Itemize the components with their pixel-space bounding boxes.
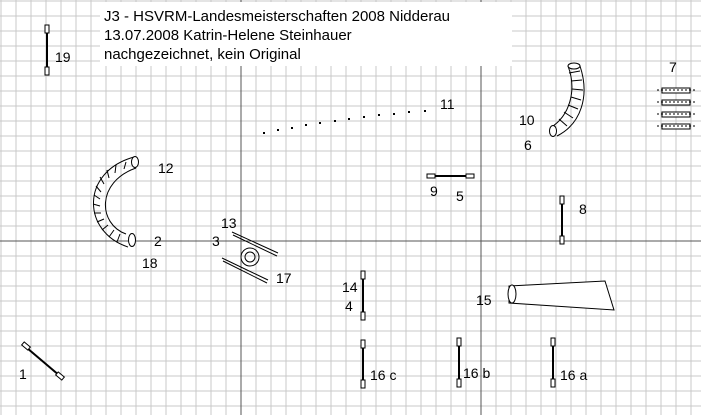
label-10: 10 bbox=[519, 112, 535, 128]
label-2: 2 bbox=[154, 233, 162, 249]
label-17: 17 bbox=[276, 270, 292, 286]
label-7: 7 bbox=[669, 59, 677, 75]
obstacle-8-hurdle bbox=[560, 196, 564, 244]
obstacle-12-2-18-tunnel bbox=[93, 157, 139, 248]
label-11: 11 bbox=[440, 96, 455, 112]
obstacle-11-weave-poles bbox=[263, 110, 426, 134]
label-5: 5 bbox=[456, 188, 464, 204]
label-4: 4 bbox=[345, 298, 353, 314]
obstacle-10-6-tunnel bbox=[550, 63, 585, 137]
obstacle-16b-hurdle bbox=[457, 338, 461, 387]
label-12: 12 bbox=[158, 160, 174, 176]
label-9: 9 bbox=[430, 183, 438, 199]
header-note: nachgezeichnet, kein Original bbox=[104, 46, 301, 63]
obstacle-13-3-17-tire bbox=[222, 232, 278, 283]
header-date-judge: 13.07.2008 Katrin-Helene Steinhauer bbox=[104, 27, 352, 44]
label-16b: 16 b bbox=[463, 365, 491, 381]
header-title: J3 - HSVRM-Landesmeisterschaften 2008 Nidderau bbox=[104, 8, 451, 25]
label-1: 1 bbox=[19, 366, 27, 382]
obstacle-15-collapsed-tunnel bbox=[508, 281, 614, 310]
label-18: 18 bbox=[142, 255, 158, 271]
label-16a: 16 a bbox=[560, 367, 588, 383]
label-14: 14 bbox=[342, 279, 358, 295]
label-3: 3 bbox=[212, 233, 220, 249]
label-19: 19 bbox=[55, 49, 71, 65]
obstacle-16c-hurdle bbox=[361, 340, 365, 388]
obstacle-14-4-hurdle bbox=[361, 271, 365, 320]
label-16c: 16 c bbox=[370, 367, 397, 383]
label-15: 15 bbox=[476, 292, 492, 308]
label-6: 6 bbox=[524, 137, 532, 153]
obstacle-16a-hurdle bbox=[551, 338, 555, 387]
label-13: 13 bbox=[221, 215, 237, 231]
label-8: 8 bbox=[579, 201, 587, 217]
